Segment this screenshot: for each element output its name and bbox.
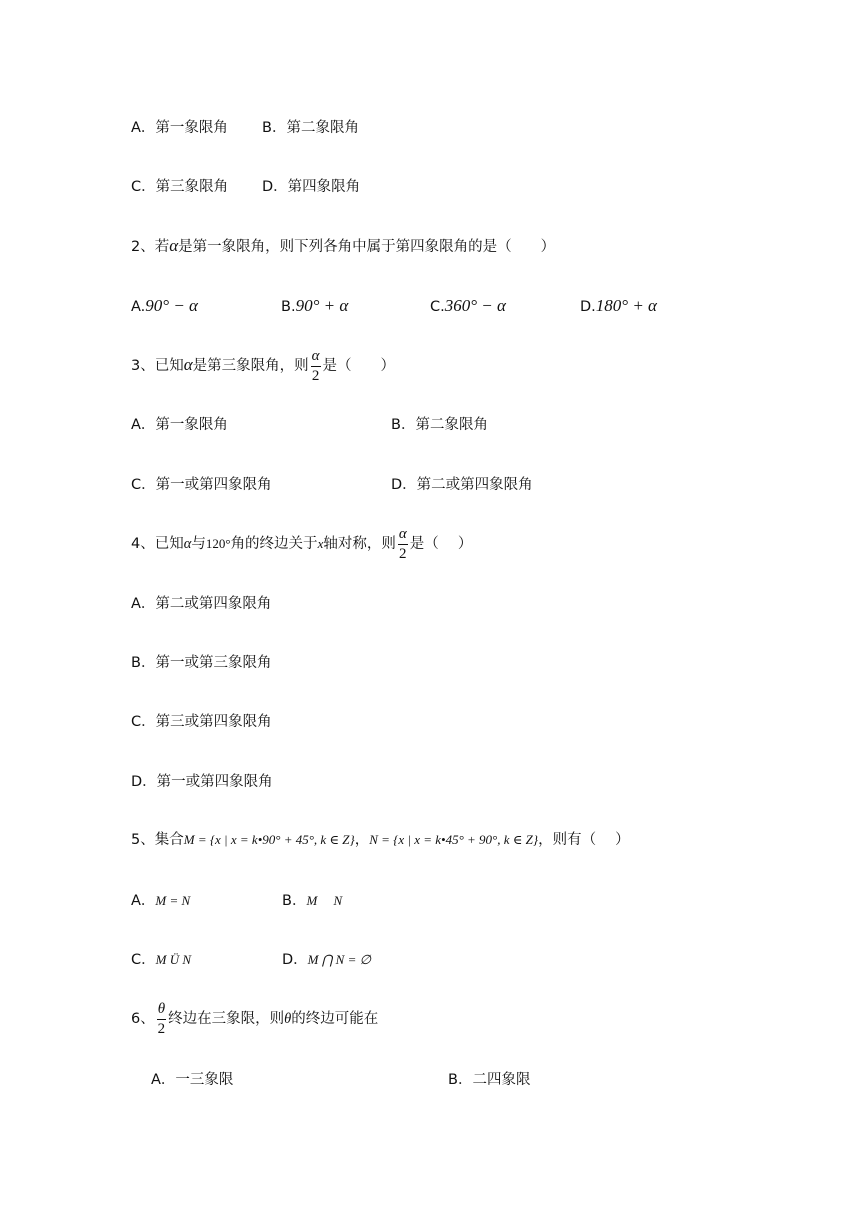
q2-stem <box>131 236 555 257</box>
q4-option-b-wrap <box>131 653 271 673</box>
q3-option-c-wrap <box>131 475 272 495</box>
q5-option-c-label: C． <box>131 952 156 968</box>
q4-option-a: 第二或第四象限角 <box>155 596 272 612</box>
q4-option-b-label: B． <box>131 655 156 671</box>
q6-option-a-wrap <box>151 1070 233 1090</box>
q5-option-b: M N <box>306 893 343 908</box>
q2-option-b: 90° + α <box>295 296 349 315</box>
q3-option-b-label: B． <box>391 417 416 433</box>
q5-option-d: M ⋂ N = ∅ <box>307 952 371 967</box>
q4-stem <box>131 524 472 564</box>
q5-option-b-wrap <box>282 891 342 911</box>
q6-stem-mid: 终边在三象限，则 <box>168 1011 285 1027</box>
q3-option-b: 第二象限角 <box>415 417 488 433</box>
q6-prefix: 6、 <box>131 1011 155 1027</box>
q3-option-d-wrap <box>391 475 533 495</box>
q5-prefix: 5、集合 <box>131 832 184 848</box>
q2-option-c-label: C. <box>430 299 445 315</box>
q1-option-c: 第三象限角 <box>155 179 229 195</box>
q4-stem-b: 角的终边关于 <box>230 536 318 552</box>
q2-stem-text: 是第一象限角，则下列各角中属于第四象限角的是（ ） <box>178 239 556 255</box>
q1-option-b-label: B． <box>262 120 287 136</box>
q4-stem-c: 轴对称，则 <box>323 536 396 552</box>
q5-option-c-wrap <box>131 950 191 970</box>
q6-stem <box>131 999 378 1039</box>
q5-option-d-wrap <box>282 950 371 970</box>
q6-option-b: 二四象限 <box>472 1072 531 1088</box>
q5-option-c: M Ü N <box>155 952 192 967</box>
q3-option-a-wrap <box>131 415 228 435</box>
q1-option-d-wrap <box>262 177 360 197</box>
q6-option-a: 一三象限 <box>175 1072 234 1088</box>
q3-option-b-wrap <box>391 415 488 435</box>
q2-option-b-label: B. <box>281 299 296 315</box>
q5-stem-end: ，则有（ ） <box>538 832 630 848</box>
q1-option-c-label: C． <box>131 179 156 195</box>
q3-stem-mid: 是第三象限角，则 <box>192 358 309 374</box>
q2-option-c: 360° − α <box>444 296 506 315</box>
q1-options-row-1 <box>131 118 228 138</box>
q5-option-b-label: B． <box>282 893 307 909</box>
q5-option-a-wrap <box>131 891 190 911</box>
q4-frac-num: α <box>398 525 407 542</box>
q5-option-d-label: D． <box>282 952 308 968</box>
q4-option-c-label: C． <box>131 714 156 730</box>
q4-stem-a: 与 <box>191 536 206 552</box>
q3-frac-num: α <box>311 347 320 364</box>
q3-option-c-label: C． <box>131 477 156 493</box>
q1-option-a-label: A． <box>131 120 156 136</box>
q6-frac-den: 2 <box>157 1020 166 1037</box>
q4-option-a-wrap <box>131 594 271 614</box>
q5-set-n: N = {x | x = k•45° + 90°, k ∈ Z} <box>369 832 539 847</box>
q4-prefix: 4、已知 <box>131 536 184 552</box>
q2-alpha: α <box>169 236 179 255</box>
q2-option-d-wrap <box>580 296 657 317</box>
q6-fraction <box>157 1002 166 1037</box>
q4-option-a-label: A． <box>131 596 156 612</box>
q5-set-m: M = {x | x = k•90° + 45°, k ∈ Z} <box>183 832 355 847</box>
q4-angle: 120° <box>205 536 231 551</box>
q4-frac-den: 2 <box>399 545 407 562</box>
q6-option-b-wrap <box>448 1070 530 1090</box>
q6-theta: θ <box>284 1011 292 1027</box>
q3-frac-den: 2 <box>311 367 320 384</box>
q1-options-row-2 <box>131 177 228 197</box>
q5-separator: ， <box>354 832 370 848</box>
q4-stem-end: 是（ ） <box>409 536 473 552</box>
q6-stem-end: 的终边可能在 <box>291 1011 379 1027</box>
q4-alpha: α <box>183 536 192 552</box>
q3-option-d-label: D． <box>391 477 417 493</box>
q4-option-c: 第三或第四象限角 <box>155 714 272 730</box>
q4-option-d-wrap <box>131 772 273 792</box>
q1-option-a: 第一象限角 <box>155 120 228 136</box>
q3-alpha: α <box>183 355 193 374</box>
q6-option-b-label: B． <box>448 1072 473 1088</box>
q3-option-d: 第二或第四象限角 <box>416 477 533 493</box>
q4-fraction <box>398 527 408 562</box>
q4-option-d-label: D． <box>131 774 157 790</box>
q2-prefix: 2、若 <box>131 239 170 255</box>
q5-option-a: M = N <box>155 893 191 908</box>
q3-stem <box>131 345 395 386</box>
q5-stem <box>131 830 630 850</box>
q6-frac-num: θ <box>157 1000 166 1017</box>
q1-option-d: 第四象限角 <box>287 179 361 195</box>
q6-option-a-label: A． <box>151 1072 176 1088</box>
q3-fraction <box>311 349 321 384</box>
q2-option-d-label: D. <box>580 299 596 315</box>
q5-option-a-label: A． <box>131 893 156 909</box>
q2-option-d: 180° + α <box>595 296 657 315</box>
q2-option-a-label: A. <box>131 299 146 315</box>
q4-option-b: 第一或第三象限角 <box>155 655 272 671</box>
q2-option-a: 90° − α <box>145 296 198 315</box>
q1-option-d-label: D． <box>262 179 288 195</box>
q3-prefix: 3、已知 <box>131 358 184 374</box>
q2-option-a-wrap <box>131 296 198 317</box>
q3-option-a: 第一象限角 <box>155 417 228 433</box>
q4-axis: x <box>317 536 324 551</box>
q4-option-d: 第一或第四象限角 <box>156 774 273 790</box>
q4-option-c-wrap <box>131 712 272 732</box>
q1-option-b-wrap <box>262 118 359 138</box>
q2-option-c-wrap <box>430 296 506 317</box>
q2-option-b-wrap <box>281 296 348 317</box>
q3-stem-end: 是（ ） <box>322 358 396 374</box>
q3-option-a-label: A． <box>131 417 156 433</box>
q1-option-b: 第二象限角 <box>286 120 359 136</box>
q3-option-c: 第一或第四象限角 <box>155 477 272 493</box>
